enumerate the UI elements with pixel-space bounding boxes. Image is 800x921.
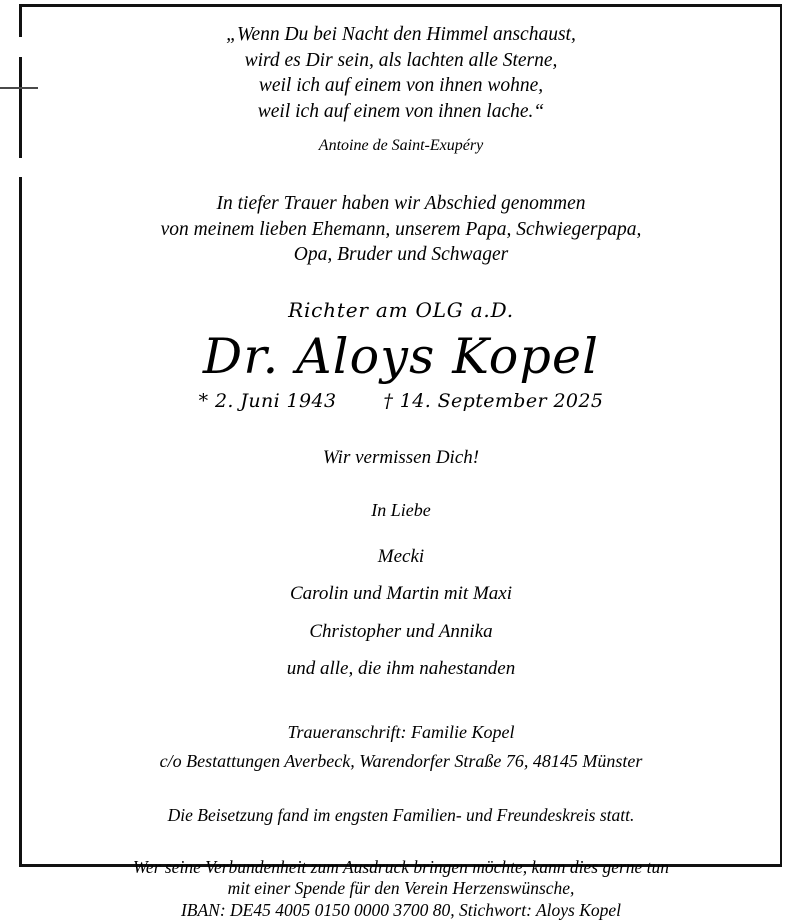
survivors-list [22, 538, 780, 688]
missing-message: Wir vermissen Dich! [22, 446, 780, 470]
obituary-content [22, 0, 780, 871]
quote-attribution: Antoine de Saint-Exupéry [22, 136, 780, 156]
donation-line: Wer seine Verbundenheit zum Ausdruck bringen möchte, kann dies gerne tun [22, 857, 780, 879]
deceased-name: Dr. Aloys Kopel [22, 328, 780, 386]
quote-line: wird es Dir sein, als lachten alle Sterne, [22, 48, 780, 74]
memorial-quote [22, 22, 780, 124]
survivor-entry: Carolin und Martin mit Maxi [22, 575, 780, 613]
deceased-professional-title: Richter am OLG a.D. [22, 298, 780, 322]
quote-line: weil ich auf einem von ihnen wohne, [22, 73, 780, 99]
death-cross-icon: † [383, 390, 393, 412]
address-care-of: c/o Bestattungen Averbeck, Warendorfer Straße 76, 48145 Münster [22, 747, 780, 776]
survivor-entry: und alle, die ihm nahestanden [22, 650, 780, 688]
intro-line: In tiefer Trauer haben wir Abschied genommen [22, 191, 780, 217]
life-dates [22, 388, 780, 414]
closing-phrase: In Liebe [22, 498, 780, 522]
frame-border-right [780, 4, 782, 867]
address-label: Traueranschrift: Familie Kopel [22, 718, 780, 747]
condolence-address [22, 718, 780, 776]
birth-symbol-icon: * [199, 390, 209, 412]
intro-line: von meinem lieben Ehemann, unserem Papa, Schwiegerpapa, [22, 217, 780, 243]
donation-request [22, 857, 780, 921]
mourning-intro [22, 191, 780, 268]
burial-note: Die Beisetzung fand im engsten Familien- und Freundeskreis statt. [22, 803, 780, 827]
death-date: 14. September 2025 [400, 390, 604, 412]
quote-line: „Wenn Du bei Nacht den Himmel anschaust, [22, 22, 780, 48]
donation-iban-line: IBAN: DE45 4005 0150 0000 3700 80, Stichwort: Aloys Kopel [22, 900, 780, 921]
intro-line: Opa, Bruder und Schwager [22, 242, 780, 268]
quote-line: weil ich auf einem von ihnen lache.“ [22, 99, 780, 125]
survivor-entry: Christopher und Annika [22, 613, 780, 651]
birth-date: 2. Juni 1943 [215, 390, 337, 412]
survivor-entry: Mecki [22, 538, 780, 576]
donation-line: mit einer Spende für den Verein Herzenswünsche, [22, 878, 780, 900]
